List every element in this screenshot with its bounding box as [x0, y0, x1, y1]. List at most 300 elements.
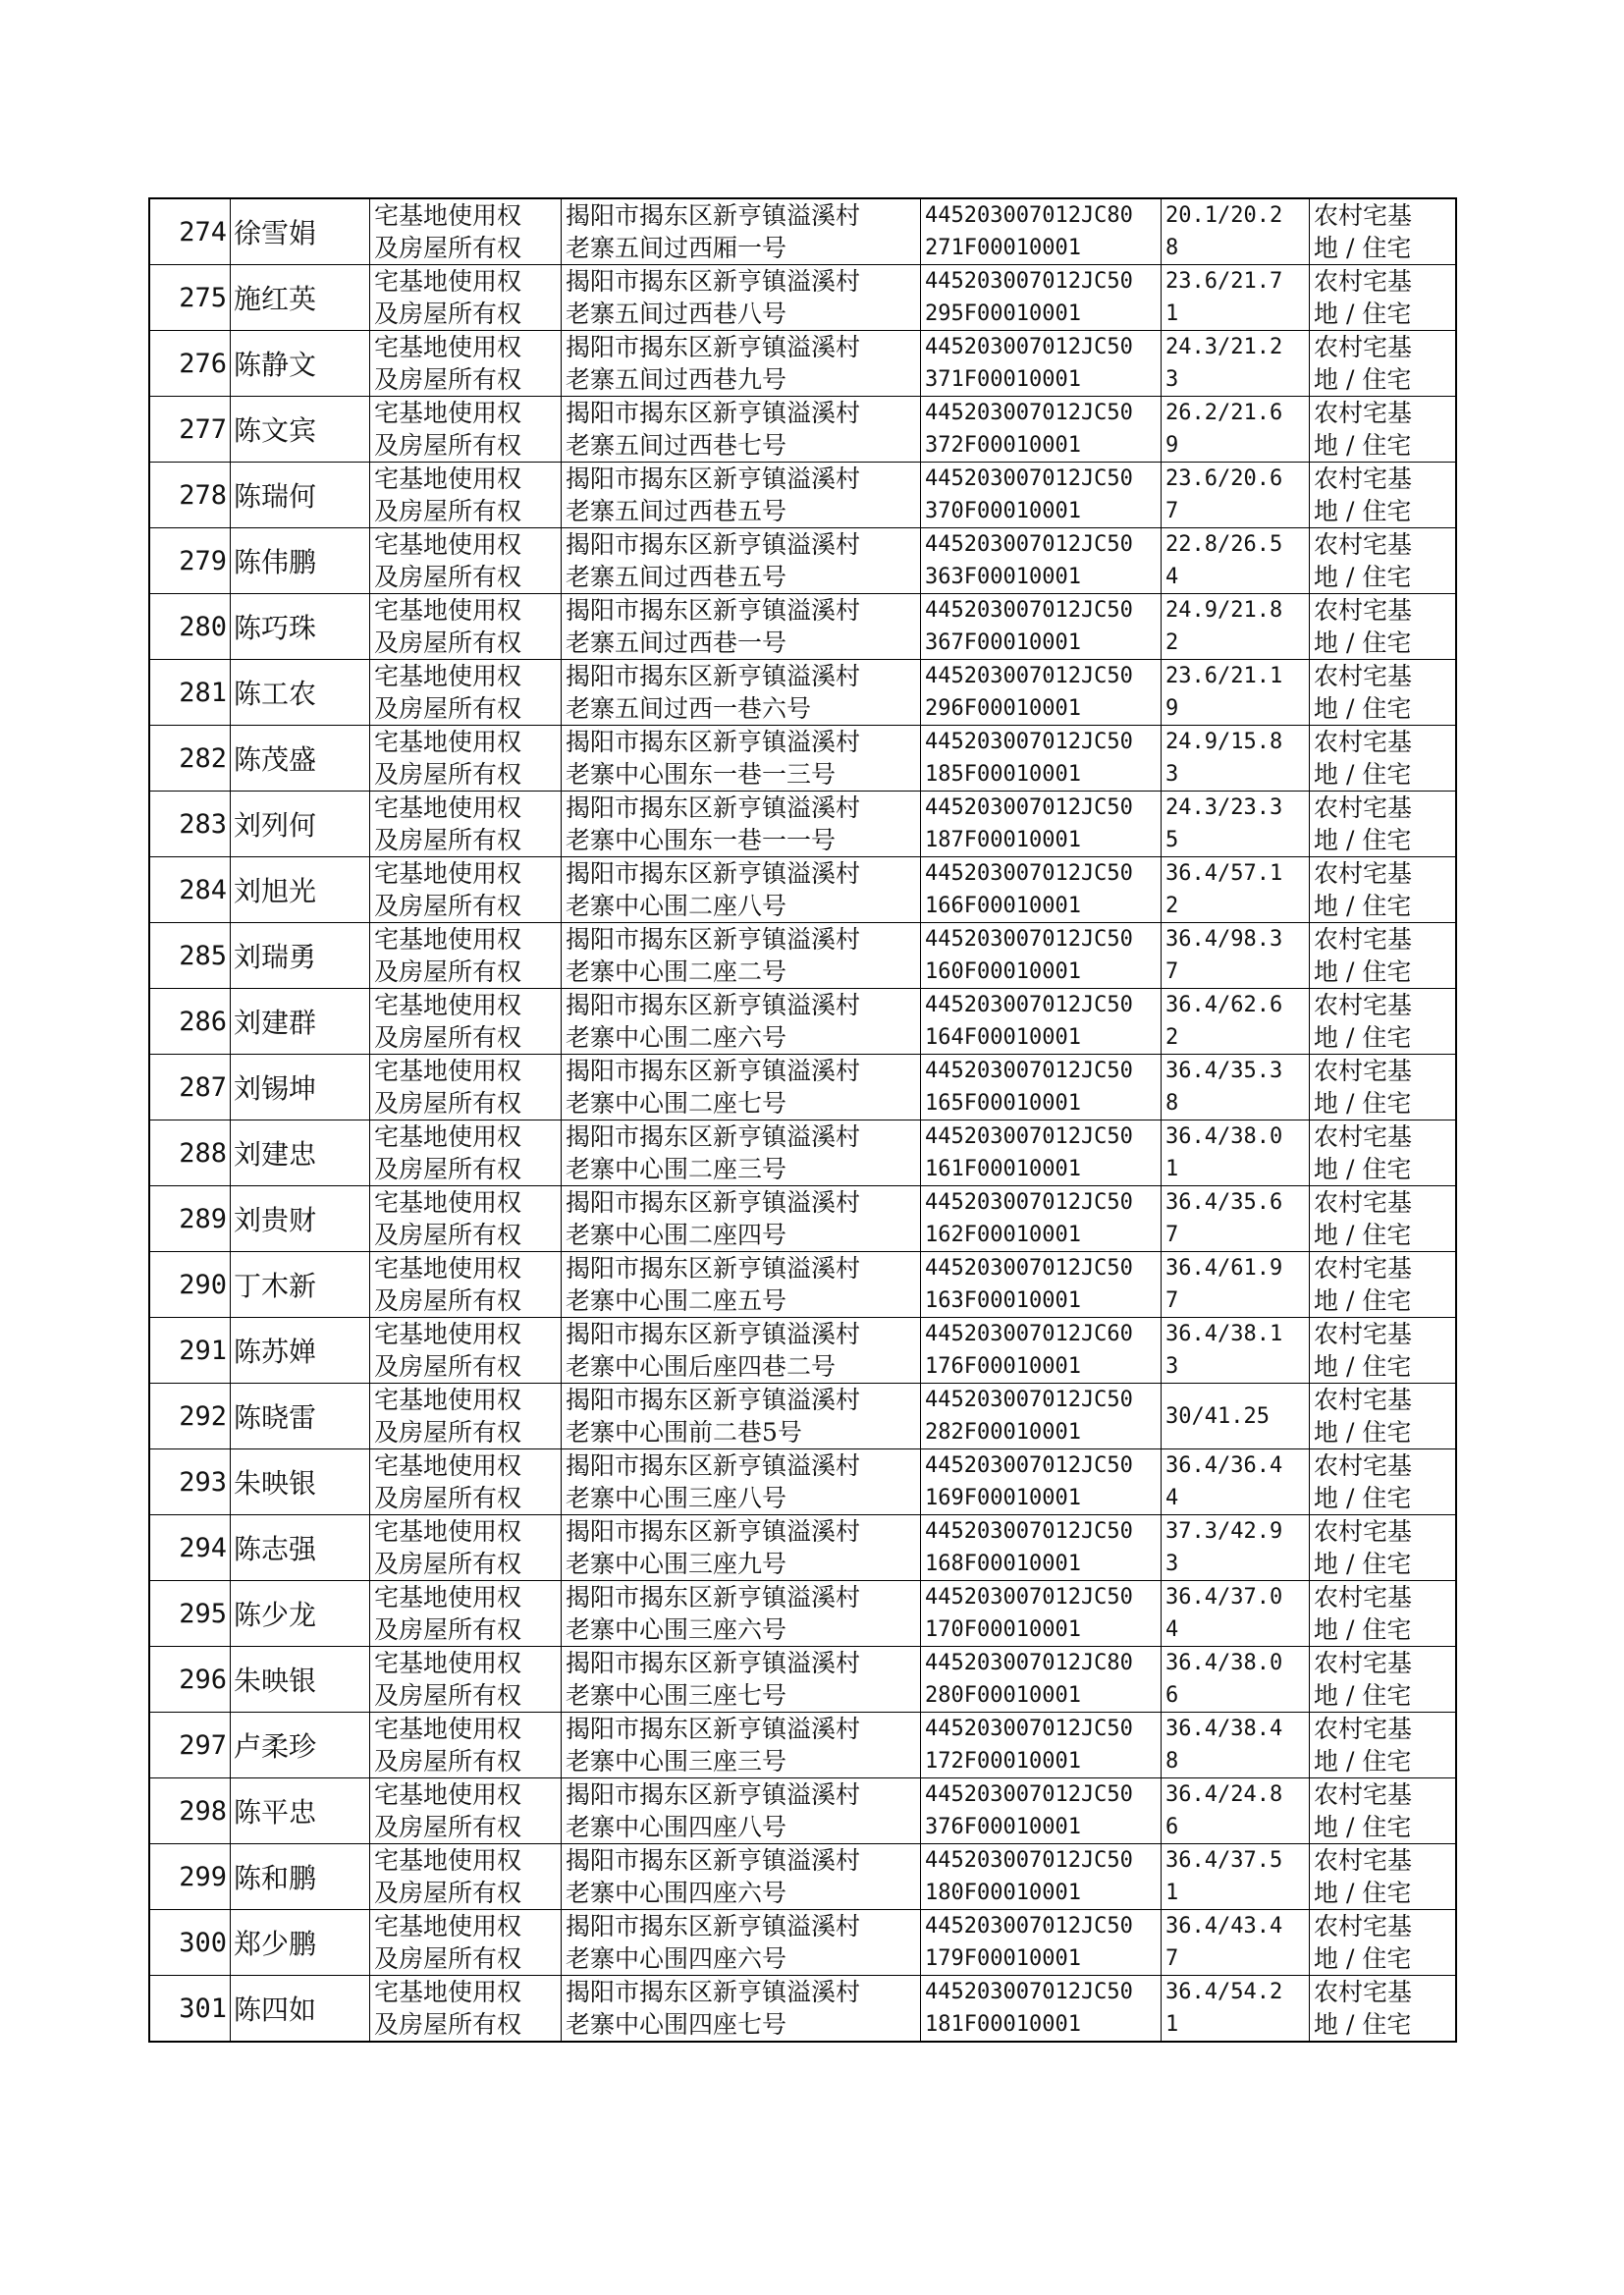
- table-row: [149, 792, 1456, 857]
- row-number-cell: 286: [149, 989, 231, 1055]
- cell-line: 36.4/37.5: [1165, 1848, 1283, 1873]
- row-number-cell: 279: [149, 528, 231, 594]
- owner-name-cell: 陈晓雷: [231, 1384, 370, 1449]
- cell-line: 36.4/38.4: [1165, 1717, 1283, 1741]
- cell-line: 宅基地使用权: [374, 399, 522, 427]
- cell-line: 揭阳市揭东区新亨镇溢溪村: [566, 1320, 861, 1348]
- cell-line: 23.6/20.6: [1165, 466, 1283, 491]
- cell-line: 1: [1165, 1881, 1179, 1905]
- parcel-code-cell: [921, 331, 1162, 397]
- cell-line: 宅基地使用权: [374, 728, 522, 756]
- cell-line: 地 / 住宅: [1314, 1813, 1412, 1841]
- cell-line: 170F00010001: [925, 1617, 1081, 1642]
- cell-line: 372F00010001: [925, 433, 1081, 458]
- right-type-cell: [370, 1778, 562, 1844]
- cell-line: 农村宅基: [1314, 1780, 1413, 1809]
- cell-line: 宅基地使用权: [374, 1386, 522, 1414]
- cell-line: 1: [1165, 1157, 1179, 1181]
- address-cell: [562, 1186, 921, 1252]
- cell-line: 老寨五间过西巷九号: [566, 365, 787, 394]
- cell-line: 445203007012JC50: [925, 861, 1133, 886]
- owner-name-cell: 卢柔珍: [231, 1713, 370, 1778]
- cell-line: 295F00010001: [925, 301, 1081, 326]
- address-cell: [562, 1581, 921, 1647]
- cell-line: 9: [1165, 433, 1179, 458]
- cell-line: 6: [1165, 1815, 1179, 1839]
- cell-line: 揭阳市揭东区新亨镇溢溪村: [566, 1780, 861, 1809]
- right-type-cell: [370, 989, 562, 1055]
- cell-line: 揭阳市揭东区新亨镇溢溪村: [566, 530, 861, 559]
- cell-line: 181F00010001: [925, 2012, 1081, 2037]
- cell-line: 2: [1165, 894, 1179, 918]
- cell-line: 36.4/61.9: [1165, 1256, 1283, 1281]
- area-cell: [1162, 792, 1310, 857]
- area-cell: [1162, 660, 1310, 726]
- table-row: [149, 1384, 1456, 1449]
- table-row: [149, 397, 1456, 463]
- cell-line: 36.4/43.4: [1165, 1914, 1283, 1939]
- row-number-cell: 300: [149, 1910, 231, 1976]
- cell-line: 揭阳市揭东区新亨镇溢溪村: [566, 1583, 861, 1612]
- right-type-cell: [370, 1910, 562, 1976]
- land-use-cell: [1310, 1581, 1457, 1647]
- cell-line: 宅基地使用权: [374, 859, 522, 888]
- row-number-cell: 292: [149, 1384, 231, 1449]
- owner-name-cell: 刘列何: [231, 792, 370, 857]
- table-row: [149, 857, 1456, 923]
- row-number-cell: 281: [149, 660, 231, 726]
- cell-line: 宅基地使用权: [374, 1846, 522, 1875]
- cell-line: 农村宅基: [1314, 267, 1413, 296]
- cell-line: 161F00010001: [925, 1157, 1081, 1181]
- cell-line: 24.3/21.2: [1165, 335, 1283, 359]
- cell-line: 揭阳市揭东区新亨镇溢溪村: [566, 1715, 861, 1743]
- row-number-cell: 277: [149, 397, 231, 463]
- cell-line: 9: [1165, 696, 1179, 721]
- land-use-cell: [1310, 1449, 1457, 1515]
- cell-line: 36.4/36.4: [1165, 1453, 1283, 1478]
- land-use-cell: [1310, 397, 1457, 463]
- cell-line: 揭阳市揭东区新亨镇溢溪村: [566, 1978, 861, 2006]
- cell-line: 农村宅基: [1314, 1583, 1413, 1612]
- cell-line: 老寨中心围四座六号: [566, 1879, 787, 1907]
- cell-line: 地 / 住宅: [1314, 826, 1412, 854]
- table-row: [149, 594, 1456, 660]
- cell-line: 农村宅基: [1314, 859, 1413, 888]
- cell-line: 宅基地使用权: [374, 596, 522, 625]
- cell-line: 宅基地使用权: [374, 662, 522, 690]
- owner-name-cell: 丁木新: [231, 1252, 370, 1318]
- cell-line: 及房屋所有权: [374, 1023, 522, 1052]
- cell-line: 宅基地使用权: [374, 1451, 522, 1480]
- cell-line: 36.4/54.2: [1165, 1980, 1283, 2004]
- cell-line: 老寨中心围二座八号: [566, 892, 787, 920]
- cell-line: 地 / 住宅: [1314, 563, 1412, 591]
- cell-line: 及房屋所有权: [374, 1089, 522, 1118]
- right-type-cell: [370, 1318, 562, 1384]
- parcel-code-cell: [921, 1449, 1162, 1515]
- cell-line: 7: [1165, 959, 1179, 984]
- cell-line: 166F00010001: [925, 894, 1081, 918]
- right-type-cell: [370, 594, 562, 660]
- cell-line: 地 / 住宅: [1314, 628, 1412, 657]
- area-cell: [1162, 989, 1310, 1055]
- cell-line: 揭阳市揭东区新亨镇溢溪村: [566, 1254, 861, 1283]
- table-row: [149, 331, 1456, 397]
- cell-line: 及房屋所有权: [374, 1747, 522, 1776]
- address-cell: [562, 1844, 921, 1910]
- table-row: [149, 528, 1456, 594]
- cell-line: 老寨中心围东一巷一一号: [566, 826, 837, 854]
- cell-line: 23.6/21.7: [1165, 269, 1283, 294]
- owner-name-cell: 陈和鹏: [231, 1844, 370, 1910]
- cell-line: 老寨中心围二座二号: [566, 957, 787, 986]
- owner-name-cell: 刘锡坤: [231, 1055, 370, 1120]
- parcel-code-cell: [921, 726, 1162, 792]
- area-cell: [1162, 1252, 1310, 1318]
- table-row: [149, 726, 1456, 792]
- cell-line: 及房屋所有权: [374, 1221, 522, 1249]
- row-number-cell: 289: [149, 1186, 231, 1252]
- cell-line: 36.4/62.6: [1165, 993, 1283, 1017]
- cell-line: 4: [1165, 1617, 1179, 1642]
- table-row: [149, 1844, 1456, 1910]
- row-number-cell: 290: [149, 1252, 231, 1318]
- cell-line: 162F00010001: [925, 1223, 1081, 1247]
- area-cell: [1162, 1186, 1310, 1252]
- cell-line: 宅基地使用权: [374, 1715, 522, 1743]
- cell-line: 3: [1165, 762, 1179, 787]
- address-cell: [562, 1976, 921, 2043]
- cell-line: 老寨中心围三座三号: [566, 1747, 787, 1776]
- cell-line: 23.6/21.1: [1165, 664, 1283, 688]
- land-use-cell: [1310, 989, 1457, 1055]
- cell-line: 及房屋所有权: [374, 1813, 522, 1841]
- cell-line: 1: [1165, 301, 1179, 326]
- cell-line: 揭阳市揭东区新亨镇溢溪村: [566, 793, 861, 822]
- row-number-cell: 287: [149, 1055, 231, 1120]
- row-number-cell: 275: [149, 265, 231, 331]
- parcel-code-cell: [921, 1186, 1162, 1252]
- parcel-code-cell: [921, 660, 1162, 726]
- cell-line: 农村宅基: [1314, 1649, 1413, 1677]
- area-cell: [1162, 265, 1310, 331]
- right-type-cell: [370, 1384, 562, 1449]
- parcel-code-cell: [921, 198, 1162, 265]
- area-cell: [1162, 1384, 1310, 1449]
- cell-line: 农村宅基: [1314, 201, 1413, 230]
- address-cell: [562, 923, 921, 989]
- right-type-cell: [370, 1120, 562, 1186]
- cell-line: 及房屋所有权: [374, 1879, 522, 1907]
- row-number-cell: 298: [149, 1778, 231, 1844]
- cell-line: 老寨中心围四座七号: [566, 2010, 787, 2039]
- area-cell: [1162, 1778, 1310, 1844]
- cell-line: 及房屋所有权: [374, 1418, 522, 1447]
- cell-line: 172F00010001: [925, 1749, 1081, 1774]
- cell-line: 老寨五间过西巷五号: [566, 497, 787, 525]
- cell-line: 揭阳市揭东区新亨镇溢溪村: [566, 333, 861, 361]
- cell-line: 445203007012JC50: [925, 269, 1133, 294]
- cell-line: 36.4/57.1: [1165, 861, 1283, 886]
- cell-line: 7: [1165, 1288, 1179, 1313]
- row-number-cell: 295: [149, 1581, 231, 1647]
- cell-line: 宅基地使用权: [374, 793, 522, 822]
- land-use-cell: [1310, 198, 1457, 265]
- land-use-cell: [1310, 726, 1457, 792]
- cell-line: 揭阳市揭东区新亨镇溢溪村: [566, 1517, 861, 1546]
- row-number-cell: 283: [149, 792, 231, 857]
- parcel-code-cell: [921, 265, 1162, 331]
- cell-line: 367F00010001: [925, 630, 1081, 655]
- cell-line: 8: [1165, 1091, 1179, 1116]
- cell-line: 168F00010001: [925, 1552, 1081, 1576]
- land-use-cell: [1310, 923, 1457, 989]
- right-type-cell: [370, 1515, 562, 1581]
- owner-name-cell: 陈四如: [231, 1976, 370, 2043]
- cell-line: 揭阳市揭东区新亨镇溢溪村: [566, 1386, 861, 1414]
- area-cell: [1162, 594, 1310, 660]
- area-cell: [1162, 1976, 1310, 2043]
- row-number-cell: 291: [149, 1318, 231, 1384]
- cell-line: 农村宅基: [1314, 1912, 1413, 1940]
- cell-line: 地 / 住宅: [1314, 1023, 1412, 1052]
- table-row: [149, 923, 1456, 989]
- cell-line: 445203007012JC50: [925, 1980, 1133, 2004]
- cell-line: 老寨中心围三座六号: [566, 1615, 787, 1644]
- cell-line: 揭阳市揭东区新亨镇溢溪村: [566, 201, 861, 230]
- cell-line: 农村宅基: [1314, 1320, 1413, 1348]
- owner-name-cell: 朱映银: [231, 1647, 370, 1713]
- row-number-cell: 285: [149, 923, 231, 989]
- cell-line: 宅基地使用权: [374, 530, 522, 559]
- cell-line: 2: [1165, 1025, 1179, 1050]
- address-cell: [562, 1384, 921, 1449]
- cell-line: 及房屋所有权: [374, 2010, 522, 2039]
- cell-line: 老寨五间过西巷七号: [566, 431, 787, 460]
- cell-line: 7: [1165, 499, 1179, 523]
- table-row: [149, 1713, 1456, 1778]
- cell-line: 22.8/26.5: [1165, 532, 1283, 557]
- cell-line: 农村宅基: [1314, 333, 1413, 361]
- cell-line: 169F00010001: [925, 1486, 1081, 1510]
- land-use-cell: [1310, 1384, 1457, 1449]
- cell-line: 宅基地使用权: [374, 1188, 522, 1217]
- cell-line: 163F00010001: [925, 1288, 1081, 1313]
- cell-line: 164F00010001: [925, 1025, 1081, 1050]
- cell-line: 揭阳市揭东区新亨镇溢溪村: [566, 991, 861, 1019]
- table-row: [149, 989, 1456, 1055]
- right-type-cell: [370, 1449, 562, 1515]
- cell-line: 宅基地使用权: [374, 1978, 522, 2006]
- address-cell: [562, 528, 921, 594]
- land-use-cell: [1310, 1252, 1457, 1318]
- cell-line: 地 / 住宅: [1314, 1418, 1412, 1447]
- cell-line: 4: [1165, 1486, 1179, 1510]
- cell-line: 26.2/21.6: [1165, 401, 1283, 425]
- cell-line: 及房屋所有权: [374, 497, 522, 525]
- table-row: [149, 1318, 1456, 1384]
- cell-line: 宅基地使用权: [374, 1122, 522, 1151]
- cell-line: 及房屋所有权: [374, 892, 522, 920]
- area-cell: [1162, 1713, 1310, 1778]
- cell-line: 179F00010001: [925, 1946, 1081, 1971]
- address-cell: [562, 989, 921, 1055]
- cell-line: 445203007012JC80: [925, 1651, 1133, 1675]
- cell-line: 7: [1165, 1223, 1179, 1247]
- cell-line: 农村宅基: [1314, 596, 1413, 625]
- table-row: [149, 1449, 1456, 1515]
- right-type-cell: [370, 660, 562, 726]
- owner-name-cell: 陈苏婵: [231, 1318, 370, 1384]
- cell-line: 及房屋所有权: [374, 1944, 522, 1973]
- row-number-cell: 288: [149, 1120, 231, 1186]
- cell-line: 地 / 住宅: [1314, 1155, 1412, 1183]
- cell-line: 2: [1165, 630, 1179, 655]
- owner-name-cell: 陈平忠: [231, 1778, 370, 1844]
- cell-line: 445203007012JC50: [925, 1848, 1133, 1873]
- row-number-cell: 296: [149, 1647, 231, 1713]
- parcel-code-cell: [921, 528, 1162, 594]
- land-use-cell: [1310, 660, 1457, 726]
- cell-line: 30/41.25: [1165, 1403, 1270, 1429]
- cell-line: 及房屋所有权: [374, 694, 522, 723]
- parcel-code-cell: [921, 1778, 1162, 1844]
- cell-line: 农村宅基: [1314, 793, 1413, 822]
- row-number-cell: 282: [149, 726, 231, 792]
- area-cell: [1162, 397, 1310, 463]
- cell-line: 3: [1165, 1354, 1179, 1379]
- cell-line: 揭阳市揭东区新亨镇溢溪村: [566, 728, 861, 756]
- address-cell: [562, 857, 921, 923]
- registry-table: [148, 197, 1457, 2043]
- right-type-cell: [370, 1252, 562, 1318]
- parcel-code-cell: [921, 397, 1162, 463]
- cell-line: 老寨五间过西厢一号: [566, 234, 787, 262]
- table-row: [149, 1252, 1456, 1318]
- cell-line: 揭阳市揭东区新亨镇溢溪村: [566, 267, 861, 296]
- cell-line: 老寨中心围二座七号: [566, 1089, 787, 1118]
- table-row: [149, 198, 1456, 265]
- parcel-code-cell: [921, 594, 1162, 660]
- parcel-code-cell: [921, 792, 1162, 857]
- table-row: [149, 1055, 1456, 1120]
- cell-line: 24.9/15.8: [1165, 730, 1283, 754]
- area-cell: [1162, 198, 1310, 265]
- cell-line: 农村宅基: [1314, 464, 1413, 493]
- table-row: [149, 1120, 1456, 1186]
- cell-line: 地 / 住宅: [1314, 1615, 1412, 1644]
- cell-line: 地 / 住宅: [1314, 1089, 1412, 1118]
- owner-name-cell: 刘贵财: [231, 1186, 370, 1252]
- cell-line: 地 / 住宅: [1314, 1879, 1412, 1907]
- cell-line: 地 / 住宅: [1314, 431, 1412, 460]
- right-type-cell: [370, 792, 562, 857]
- owner-name-cell: 陈茂盛: [231, 726, 370, 792]
- cell-line: 445203007012JC50: [925, 1256, 1133, 1281]
- cell-line: 376F00010001: [925, 1815, 1081, 1839]
- cell-line: 揭阳市揭东区新亨镇溢溪村: [566, 1649, 861, 1677]
- table-row: [149, 1581, 1456, 1647]
- cell-line: 371F00010001: [925, 367, 1081, 392]
- right-type-cell: [370, 528, 562, 594]
- cell-line: 36.4/38.0: [1165, 1124, 1283, 1149]
- area-cell: [1162, 463, 1310, 528]
- area-cell: [1162, 1910, 1310, 1976]
- parcel-code-cell: [921, 1384, 1162, 1449]
- row-number-cell: 299: [149, 1844, 231, 1910]
- cell-line: 老寨中心围三座九号: [566, 1550, 787, 1578]
- cell-line: 老寨中心围后座四巷二号: [566, 1352, 837, 1381]
- cell-line: 及房屋所有权: [374, 1681, 522, 1710]
- cell-line: 地 / 住宅: [1314, 760, 1412, 789]
- cell-line: 农村宅基: [1314, 1846, 1413, 1875]
- cell-line: 农村宅基: [1314, 1978, 1413, 2006]
- address-cell: [562, 331, 921, 397]
- cell-line: 揭阳市揭东区新亨镇溢溪村: [566, 859, 861, 888]
- cell-line: 及房屋所有权: [374, 1615, 522, 1644]
- cell-line: 地 / 住宅: [1314, 892, 1412, 920]
- cell-line: 农村宅基: [1314, 1386, 1413, 1414]
- cell-line: 农村宅基: [1314, 1122, 1413, 1151]
- parcel-code-cell: [921, 1318, 1162, 1384]
- address-cell: [562, 792, 921, 857]
- cell-line: 宅基地使用权: [374, 464, 522, 493]
- right-type-cell: [370, 463, 562, 528]
- area-cell: [1162, 923, 1310, 989]
- cell-line: 36.4/35.3: [1165, 1059, 1283, 1083]
- cell-line: 280F00010001: [925, 1683, 1081, 1708]
- parcel-code-cell: [921, 923, 1162, 989]
- cell-line: 及房屋所有权: [374, 431, 522, 460]
- area-cell: [1162, 1844, 1310, 1910]
- parcel-code-cell: [921, 1055, 1162, 1120]
- parcel-code-cell: [921, 1581, 1162, 1647]
- cell-line: 445203007012JC50: [925, 730, 1133, 754]
- land-use-cell: [1310, 1844, 1457, 1910]
- parcel-code-cell: [921, 1252, 1162, 1318]
- area-cell: [1162, 331, 1310, 397]
- land-use-cell: [1310, 1515, 1457, 1581]
- cell-line: 36.4/37.0: [1165, 1585, 1283, 1610]
- parcel-code-cell: [921, 1976, 1162, 2043]
- cell-line: 36.4/24.8: [1165, 1782, 1283, 1807]
- address-cell: [562, 1713, 921, 1778]
- cell-line: 及房屋所有权: [374, 300, 522, 328]
- parcel-code-cell: [921, 989, 1162, 1055]
- address-cell: [562, 726, 921, 792]
- cell-line: 揭阳市揭东区新亨镇溢溪村: [566, 1122, 861, 1151]
- cell-line: 445203007012JC50: [925, 532, 1133, 557]
- cell-line: 445203007012JC50: [925, 335, 1133, 359]
- row-number-cell: 294: [149, 1515, 231, 1581]
- land-use-cell: [1310, 1318, 1457, 1384]
- cell-line: 及房屋所有权: [374, 760, 522, 789]
- right-type-cell: [370, 726, 562, 792]
- right-type-cell: [370, 1581, 562, 1647]
- cell-line: 445203007012JC50: [925, 1124, 1133, 1149]
- address-cell: [562, 1120, 921, 1186]
- row-number-cell: 293: [149, 1449, 231, 1515]
- cell-line: 宅基地使用权: [374, 1912, 522, 1940]
- land-use-cell: [1310, 265, 1457, 331]
- cell-line: 揭阳市揭东区新亨镇溢溪村: [566, 399, 861, 427]
- cell-line: 及房屋所有权: [374, 1484, 522, 1512]
- cell-line: 176F00010001: [925, 1354, 1081, 1379]
- cell-line: 农村宅基: [1314, 728, 1413, 756]
- cell-line: 农村宅基: [1314, 530, 1413, 559]
- cell-line: 宅基地使用权: [374, 1780, 522, 1809]
